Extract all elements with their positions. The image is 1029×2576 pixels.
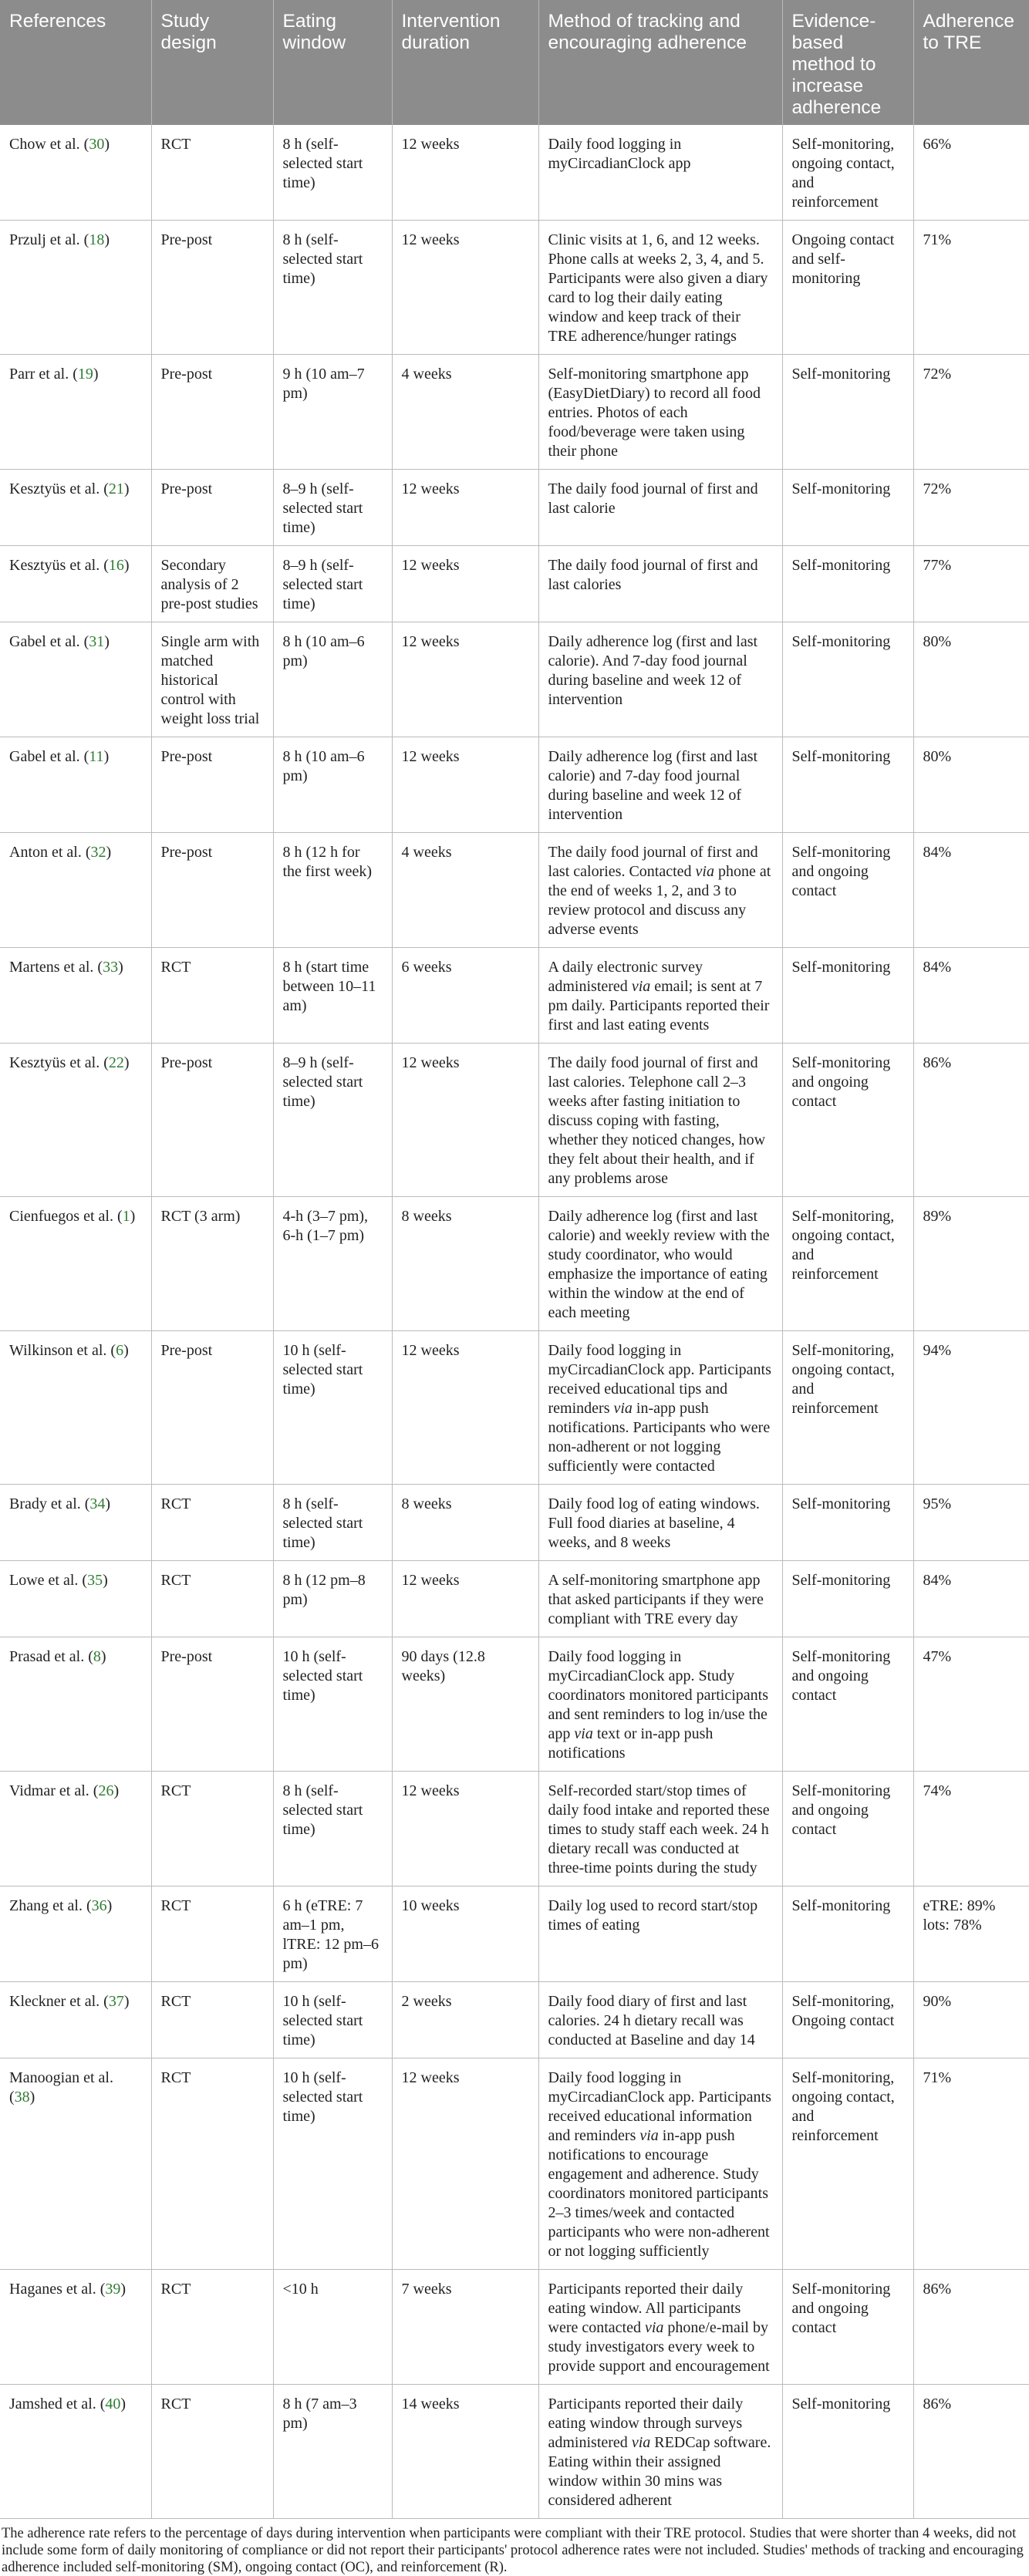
cell-adherence: 86% (913, 2385, 1029, 2519)
cell-intervention-duration: 12 weeks (392, 1044, 538, 1197)
reference-name: Lowe et al. (9, 1572, 79, 1589)
cell-adherence: 72% (913, 470, 1029, 546)
cell-study-design: Pre-post (151, 1044, 273, 1197)
table-row (0, 1982, 1029, 2058)
cell-reference: Przulj et al. (18) (0, 221, 151, 355)
cell-evidence-based-method: Self-monitoring and ongoing contact (782, 2270, 913, 2385)
cell-eating-window: 6 h (eTRE: 7 am–1 pm, lTRE: 12 pm–6 pm) (273, 1886, 392, 1982)
table-row (0, 355, 1029, 470)
cell-intervention-duration: 12 weeks (392, 737, 538, 833)
cell-intervention-duration: 12 weeks (392, 125, 538, 221)
cell-study-design: Secondary analysis of 2 pre-post studies (151, 546, 273, 622)
cell-study-design: RCT (151, 1485, 273, 1561)
cell-intervention-duration: 12 weeks (392, 1331, 538, 1485)
reference-name: Zhang et al. (9, 1897, 83, 1914)
cell-evidence-based-method: Self-monitoring, ongoing contact, and reinforcement (782, 1331, 913, 1485)
cell-intervention-duration: 12 weeks (392, 622, 538, 737)
citation-link[interactable]: 32 (90, 844, 106, 861)
cell-reference: Lowe et al. (35) (0, 1561, 151, 1637)
reference-name: Cienfuegos et al. (9, 1208, 113, 1225)
cell-adherence: 90% (913, 1982, 1029, 2058)
cell-intervention-duration: 4 weeks (392, 355, 538, 470)
cell-adherence: eTRE: 89% lots: 78% (913, 1886, 1029, 1982)
table-header-row (0, 0, 1029, 125)
cell-adherence: 84% (913, 1561, 1029, 1637)
cell-eating-window: 10 h (self-selected start time) (273, 1637, 392, 1772)
cell-method: Daily log used to record start/stop times of eating (538, 1886, 782, 1982)
reference-name: Jamshed et al. (9, 2396, 96, 2412)
cell-eating-window: 8 h (10 am–6 pm) (273, 622, 392, 737)
citation-link[interactable]: 18 (89, 231, 105, 248)
reference-name: Haganes et al. (9, 2281, 96, 2298)
cell-adherence: 74% (913, 1772, 1029, 1886)
cell-eating-window: 8–9 h (self-selected start time) (273, 470, 392, 546)
cell-eating-window: 4-h (3–7 pm), 6-h (1–7 pm) (273, 1197, 392, 1331)
reference-name: Chow et al. (9, 136, 80, 153)
cell-evidence-based-method: Self-monitoring (782, 622, 913, 737)
reference-name: Wilkinson et al. (9, 1342, 107, 1359)
cell-adherence: 84% (913, 833, 1029, 948)
cell-adherence: 95% (913, 1485, 1029, 1561)
citation-link[interactable]: 11 (89, 748, 104, 765)
cell-adherence: 89% (913, 1197, 1029, 1331)
cell-intervention-duration: 8 weeks (392, 1197, 538, 1331)
cell-evidence-based-method: Self-monitoring (782, 1561, 913, 1637)
cell-intervention-duration: 12 weeks (392, 1772, 538, 1886)
table-row (0, 833, 1029, 948)
citation-link[interactable]: 33 (103, 959, 119, 976)
cell-evidence-based-method: Self-monitoring and ongoing contact (782, 1044, 913, 1197)
cell-method: Daily adherence log (first and last calorie). And 7-day food journal during baseline and week 12 of intervention (538, 622, 782, 737)
cell-intervention-duration: 12 weeks (392, 546, 538, 622)
cell-evidence-based-method: Self-monitoring and ongoing contact (782, 1637, 913, 1772)
cell-adherence: 66% (913, 125, 1029, 221)
cell-study-design: RCT (3 arm) (151, 1197, 273, 1331)
cell-evidence-based-method: Self-monitoring, ongoing contact, and reinforcement (782, 1197, 913, 1331)
header-study-design: Study design (151, 0, 273, 125)
table-row (0, 2058, 1029, 2270)
cell-study-design: RCT (151, 948, 273, 1044)
reference-name: Kleckner et al. (9, 1993, 100, 2010)
cell-method: Self-monitoring smartphone app (EasyDietDiary) to record all food entries. Photos of each food/beverage were taken using their phone (538, 355, 782, 470)
table-row (0, 2385, 1029, 2519)
citation-link[interactable]: 16 (108, 557, 124, 574)
cell-reference: Anton et al. (32) (0, 833, 151, 948)
table-row (0, 470, 1029, 546)
cell-evidence-based-method: Self-monitoring, Ongoing contact (782, 1982, 913, 2058)
reference-name: Prasad et al. (9, 1648, 85, 1665)
cell-method: Daily food logging in myCircadianClock app. Study coordinators monitored participants and sent reminders to log in/use the app via text or in-app push notifications (538, 1637, 782, 1772)
citation-link[interactable]: 8 (93, 1648, 101, 1665)
cell-reference: Parr et al. (19) (0, 355, 151, 470)
cell-method: Daily food log of eating windows. Full food diaries at baseline, 4 weeks, and 8 weeks (538, 1485, 782, 1561)
citation-link[interactable]: 34 (89, 1495, 106, 1512)
cell-reference: Haganes et al. (39) (0, 2270, 151, 2385)
cell-eating-window: 8 h (12 h for the first week) (273, 833, 392, 948)
table-row (0, 1331, 1029, 1485)
table-body (0, 125, 1029, 2519)
cell-eating-window: 8 h (7 am–3 pm) (273, 2385, 392, 2519)
cell-study-design: RCT (151, 2270, 273, 2385)
citation-link[interactable]: 6 (116, 1342, 124, 1359)
reference-name: Anton et al. (9, 844, 82, 861)
cell-adherence: 80% (913, 737, 1029, 833)
cell-eating-window: 8–9 h (self-selected start time) (273, 546, 392, 622)
cell-reference: Prasad et al. (8) (0, 1637, 151, 1772)
table-row (0, 546, 1029, 622)
cell-study-design: Pre-post (151, 737, 273, 833)
cell-eating-window: 8 h (self-selected start time) (273, 1485, 392, 1561)
cell-intervention-duration: 6 weeks (392, 948, 538, 1044)
table-row (0, 1044, 1029, 1197)
cell-intervention-duration: 14 weeks (392, 2385, 538, 2519)
cell-evidence-based-method: Self-monitoring (782, 737, 913, 833)
citation-link[interactable]: 22 (108, 1054, 124, 1071)
table-footnote: The adherence rate refers to the percentage of days during intervention when participants were compliant with their TRE protocol. Studies that were shorter than 4 weeks, did not include some form of daily monitoring of compliance or did not report their participants' protocol adherence rates were not included. Studies' methods of tracking and encouraging adherence included self-monitoring (SM), ongoing contact (OC), and reinforcement (R). (2, 2526, 1024, 2575)
header-references: References (0, 0, 151, 125)
cell-study-design: RCT (151, 1561, 273, 1637)
cell-study-design: Pre-post (151, 1637, 273, 1772)
cell-intervention-duration: 10 weeks (392, 1886, 538, 1982)
cell-method: Daily food logging in myCircadianClock app. Participants received educational information and reminders via in-app push notifications to encourage engagement and adherence. Study coordinators monitored participants 2–3 times/week and contacted participants who were non-adherent or not logging sufficiently (538, 2058, 782, 2270)
cell-evidence-based-method: Self-monitoring and ongoing contact (782, 1772, 913, 1886)
cell-method: Participants reported their daily eating window through surveys administered via REDCap software. Eating within their assigned window within 30 mins was considered adherent (538, 2385, 782, 2519)
cell-evidence-based-method: Self-monitoring and ongoing contact (782, 833, 913, 948)
cell-study-design: Pre-post (151, 1331, 273, 1485)
cell-study-design: Pre-post (151, 833, 273, 948)
cell-evidence-based-method: Self-monitoring, ongoing contact, and reinforcement (782, 125, 913, 221)
cell-eating-window: 10 h (self-selected start time) (273, 1982, 392, 2058)
cell-method: Participants reported their daily eating window. All participants were contacted via phone/e-mail by study investigators every week to provide support and encouragement (538, 2270, 782, 2385)
header-adherence: Adherence to TRE (913, 0, 1029, 125)
cell-eating-window: 8 h (12 pm–8 pm) (273, 1561, 392, 1637)
cell-method: Daily adherence log (first and last calorie) and weekly review with the study coordinator, who would emphasize the importance of eating within the window at the end of each meeting (538, 1197, 782, 1331)
cell-intervention-duration: 90 days (12.8 weeks) (392, 1637, 538, 1772)
cell-method: The daily food journal of first and last calories (538, 546, 782, 622)
table-row (0, 737, 1029, 833)
table-row (0, 1561, 1029, 1637)
header-evidence-based-method: Evidence-based method to increase adherence (782, 0, 913, 125)
cell-adherence: 77% (913, 546, 1029, 622)
citation-link[interactable]: 36 (91, 1897, 107, 1914)
cell-eating-window: 9 h (10 am–7 pm) (273, 355, 392, 470)
reference-name: Kesztyüs et al. (9, 557, 100, 574)
cell-evidence-based-method: Self-monitoring (782, 948, 913, 1044)
table-row (0, 1886, 1029, 1982)
cell-evidence-based-method: Self-monitoring (782, 1485, 913, 1561)
citation-link[interactable]: 35 (87, 1572, 103, 1589)
cell-study-design: RCT (151, 125, 273, 221)
cell-intervention-duration: 7 weeks (392, 2270, 538, 2385)
table-row (0, 125, 1029, 221)
cell-intervention-duration: 12 weeks (392, 2058, 538, 2270)
reference-name: Gabel et al. (9, 633, 80, 650)
cell-evidence-based-method: Self-monitoring (782, 355, 913, 470)
citation-link[interactable]: 31 (89, 633, 105, 650)
cell-method: The daily food journal of first and last calories. Contacted via phone at the end of weeks 1, 2, and 3 to review protocol and discuss any adverse events (538, 833, 782, 948)
cell-reference: Martens et al. (33) (0, 948, 151, 1044)
cell-eating-window: 10 h (self-selected start time) (273, 2058, 392, 2270)
table-row (0, 622, 1029, 737)
cell-method: The daily food journal of first and last calorie (538, 470, 782, 546)
table-row (0, 2270, 1029, 2385)
cell-reference: Cienfuegos et al. (1) (0, 1197, 151, 1331)
citation-link[interactable]: 39 (105, 2281, 121, 2298)
reference-name: Parr et al. (9, 366, 69, 383)
cell-adherence: 71% (913, 2058, 1029, 2270)
cell-reference: Vidmar et al. (26) (0, 1772, 151, 1886)
header-eating-window: Eating window (273, 0, 392, 125)
cell-eating-window: 8 h (start time between 10–11 am) (273, 948, 392, 1044)
reference-name: Manoogian et al. (9, 2069, 113, 2086)
reference-name: Przulj et al. (9, 231, 80, 248)
reference-name: Vidmar et al. (9, 1782, 89, 1799)
cell-evidence-based-method: Self-monitoring, ongoing contact, and reinforcement (782, 2058, 913, 2270)
cell-adherence: 86% (913, 1044, 1029, 1197)
citation-link[interactable]: 30 (89, 136, 105, 153)
cell-reference: Kesztyüs et al. (22) (0, 1044, 151, 1197)
cell-eating-window: 8 h (self-selected start time) (273, 1772, 392, 1886)
cell-eating-window: 10 h (self-selected start time) (273, 1331, 392, 1485)
cell-method: Daily food logging in myCircadianClock app. Participants received educational tips and reminders via in-app push notifications. Participants who were non-adherent or not logging sufficiently were contacted (538, 1331, 782, 1485)
cell-study-design: RCT (151, 1886, 273, 1982)
table-row (0, 221, 1029, 355)
cell-reference: Kleckner et al. (37) (0, 1982, 151, 2058)
cell-adherence: 94% (913, 1331, 1029, 1485)
cell-study-design: RCT (151, 2385, 273, 2519)
cell-study-design: RCT (151, 2058, 273, 2270)
citation-link[interactable]: 37 (108, 1993, 124, 2010)
cell-intervention-duration: 2 weeks (392, 1982, 538, 2058)
cell-study-design: RCT (151, 1772, 273, 1886)
cell-adherence: 47% (913, 1637, 1029, 1772)
reference-name: Martens et al. (9, 959, 94, 976)
citation-link[interactable]: 19 (77, 366, 93, 383)
table-row (0, 948, 1029, 1044)
cell-method: A self-monitoring smartphone app that asked participants if they were compliant with TRE every day (538, 1561, 782, 1637)
table-row (0, 1772, 1029, 1886)
citation-link[interactable]: 26 (98, 1782, 114, 1799)
table-row (0, 1637, 1029, 1772)
cell-method: Daily food diary of first and last calories. 24 h dietary recall was conducted at Baseline and day 14 (538, 1982, 782, 2058)
cell-study-design: RCT (151, 1982, 273, 2058)
cell-reference: Gabel et al. (11) (0, 737, 151, 833)
cell-evidence-based-method: Self-monitoring (782, 546, 913, 622)
table-row (0, 1197, 1029, 1331)
reference-name: Brady et al. (9, 1495, 81, 1512)
cell-intervention-duration: 4 weeks (392, 833, 538, 948)
table-row (0, 1485, 1029, 1561)
cell-reference: Kesztyüs et al. (16) (0, 546, 151, 622)
cell-method: A daily electronic survey administered via email; is sent at 7 pm daily. Participants reported their first and last eating events (538, 948, 782, 1044)
cell-study-design: Pre-post (151, 470, 273, 546)
cell-method: Clinic visits at 1, 6, and 12 weeks. Phone calls at weeks 2, 3, 4, and 5. Participants were also given a diary card to log their daily eating window and keep track of their TRE adherence/hunger ratings (538, 221, 782, 355)
cell-adherence: 86% (913, 2270, 1029, 2385)
cell-intervention-duration: 12 weeks (392, 221, 538, 355)
cell-reference: Kesztyüs et al. (21) (0, 470, 151, 546)
cell-eating-window: 8 h (10 am–6 pm) (273, 737, 392, 833)
cell-evidence-based-method: Self-monitoring (782, 2385, 913, 2519)
cell-study-design: Single arm with matched historical control with weight loss trial (151, 622, 273, 737)
cell-method: The daily food journal of first and last calories. Telephone call 2–3 weeks after fasting initiation to discuss coping with fasting, whether they noticed changes, how they felt about their health, and if any problems arose (538, 1044, 782, 1197)
cell-adherence: 80% (913, 622, 1029, 737)
cell-adherence: 72% (913, 355, 1029, 470)
citation-link[interactable]: 40 (105, 2396, 121, 2412)
cell-eating-window: 8 h (self-selected start time) (273, 125, 392, 221)
cell-reference: Gabel et al. (31) (0, 622, 151, 737)
cell-reference: Manoogian et al. (38) (0, 2058, 151, 2270)
cell-study-design: Pre-post (151, 355, 273, 470)
cell-reference: Wilkinson et al. (6) (0, 1331, 151, 1485)
cell-adherence: 71% (913, 221, 1029, 355)
cell-evidence-based-method: Self-monitoring (782, 470, 913, 546)
cell-reference: Brady et al. (34) (0, 1485, 151, 1561)
header-intervention-duration: Intervention duration (392, 0, 538, 125)
cell-reference: Chow et al. (30) (0, 125, 151, 221)
reference-name: Gabel et al. (9, 748, 80, 765)
cell-study-design: Pre-post (151, 221, 273, 355)
cell-intervention-duration: 8 weeks (392, 1485, 538, 1561)
cell-intervention-duration: 12 weeks (392, 1561, 538, 1637)
citation-link[interactable]: 1 (122, 1208, 130, 1225)
cell-method: Daily adherence log (first and last calorie) and 7-day food journal during baseline and week 12 of intervention (538, 737, 782, 833)
cell-method: Self-recorded start/stop times of daily food intake and reported these times to study staff each week. 24 h dietary recall was conducted at three-time points during the study (538, 1772, 782, 1886)
cell-eating-window: <10 h (273, 2270, 392, 2385)
cell-method: Daily food logging in myCircadianClock app (538, 125, 782, 221)
reference-name: Kesztyüs et al. (9, 1054, 100, 1071)
cell-eating-window: 8 h (self-selected start time) (273, 221, 392, 355)
cell-evidence-based-method: Ongoing contact and self-monitoring (782, 221, 913, 355)
cell-intervention-duration: 12 weeks (392, 470, 538, 546)
reference-name: Kesztyüs et al. (9, 480, 100, 497)
cell-eating-window: 8–9 h (self-selected start time) (273, 1044, 392, 1197)
cell-reference: Zhang et al. (36) (0, 1886, 151, 1982)
cell-adherence: 84% (913, 948, 1029, 1044)
cell-evidence-based-method: Self-monitoring (782, 1886, 913, 1982)
citation-link[interactable]: 21 (108, 480, 124, 497)
cell-reference: Jamshed et al. (40) (0, 2385, 151, 2519)
header-method: Method of tracking and encouraging adherence (538, 0, 782, 125)
citation-link[interactable]: 38 (14, 2089, 30, 2106)
